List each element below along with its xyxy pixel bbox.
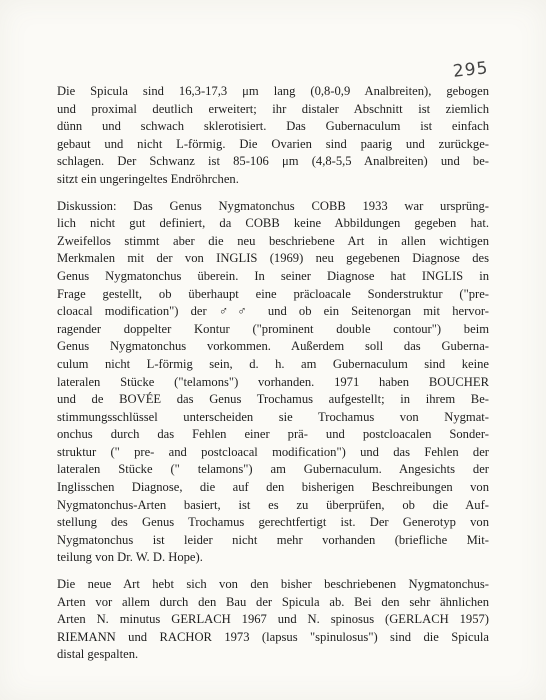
text-line: Genus Nygmatonchus überein. In seiner Diagnose hat INGLIS in (57, 268, 489, 283)
text-line: sitzt ein ungeringeltes Endröhrchen. (57, 171, 239, 186)
text-line: Merkmalen mit der von INGLIS (1969) neu gegebenen Diagnose des (57, 251, 489, 266)
paragraph-description (57, 83, 489, 189)
text-line: lich nicht gut definiert, da COBB keine Abbildungen gegeben hat. (57, 216, 489, 231)
text-line: onchus durch das Fehlen einer prä- und postcloacalen Sonder- (57, 427, 489, 442)
text-line: cloacal modification") der ♂♂ und ob ein Seitenorgan mit hervor- (57, 304, 489, 319)
text-line: Die Spicula sind 16,3-17,3 μm lang (0,8-0,9 Analbreiten), gebogen (57, 84, 489, 98)
text-line: stellung des Genus Trochamus gerechtfertigt ist. Der Generotyp von (57, 515, 489, 530)
paragraph-discussion (57, 198, 489, 567)
text-line: stimmungsschlüssel unterscheiden sie Trochamus von Nygmat- (57, 409, 489, 424)
text-line: gebaut und nicht L-förmig. Die Ovarien sind paarig und zurückge- (57, 136, 489, 151)
text-line: lateralen Stücke ("telamons") vorhanden. 1971 haben BOUCHER (57, 374, 489, 389)
text-line: Die neue Art hebt sich von den bisher beschriebenen Nygmatonchus- (57, 577, 489, 592)
text-line: distal gespalten. (57, 647, 139, 662)
paragraph-comparison (57, 576, 489, 664)
text-line: Arten vor allem durch den Bau der Spicula ab. Bei den sehr ähnlichen (57, 594, 489, 609)
text-line: Nygmatonchus-Arten basiert, ist es zu überprüfen, ob die Auf- (57, 497, 489, 512)
text-line: Inglisschen Diagnose, die auf den bisherigen Beschreibungen von (57, 480, 489, 495)
text-line: Arten N. minutus GERLACH 1967 und N. spinosus (GERLACH 1957) (57, 612, 489, 627)
text-line: struktur (" pre- and postcloacal modification") und das Fehlen der (57, 444, 489, 459)
text-line: und proximal deutlich erweitert; ihr distaler Abschnitt ist ziemlich (57, 101, 489, 116)
handwritten-page-number: 295 (452, 58, 490, 82)
text-line: Frage gestellt, ob überhaupt eine präcloacale Sonderstruktur ("pre- (57, 286, 489, 301)
text-line: teilung von Dr. W. D. Hope). (57, 550, 203, 565)
text-line: dünn und schwach sklerotisiert. Das Gubernaculum ist einfach (57, 119, 489, 134)
text-line: schlagen. Der Schwanz ist 85-106 μm (4,8-5,5 Analbreiten) und be- (57, 154, 489, 169)
text-line: Nygmatonchus ist leider nicht mehr vorhanden (briefliche Mit- (57, 532, 489, 547)
text-line: ragender doppelter Kontur ("prominent double contour") beim (57, 321, 489, 336)
text-line: Genus Nygmatonchus vorkommen. Außerdem soll das Guberna- (57, 339, 489, 354)
text-line: Diskussion: Das Genus Nygmatonchus COBB 1933 war ursprüng- (57, 198, 489, 213)
text-line: Zweifellos stimmt aber die neu beschriebene Art in allen wichtigen (57, 233, 489, 248)
text-line: culum nicht L-förmig sein, d. h. am Gubernaculum sind keine (57, 356, 489, 371)
text-line: RIEMANN und RACHOR 1973 (lapsus "spinulosus") sind die Spicula (57, 629, 489, 644)
text-line: lateralen Stücke (" telamons") am Gubernaculum. Angesichts der (57, 462, 489, 477)
body-text (57, 83, 489, 673)
text-line: und de BOVÉE das Genus Trochamus aufgestellt; in ihrem Be- (57, 392, 489, 407)
